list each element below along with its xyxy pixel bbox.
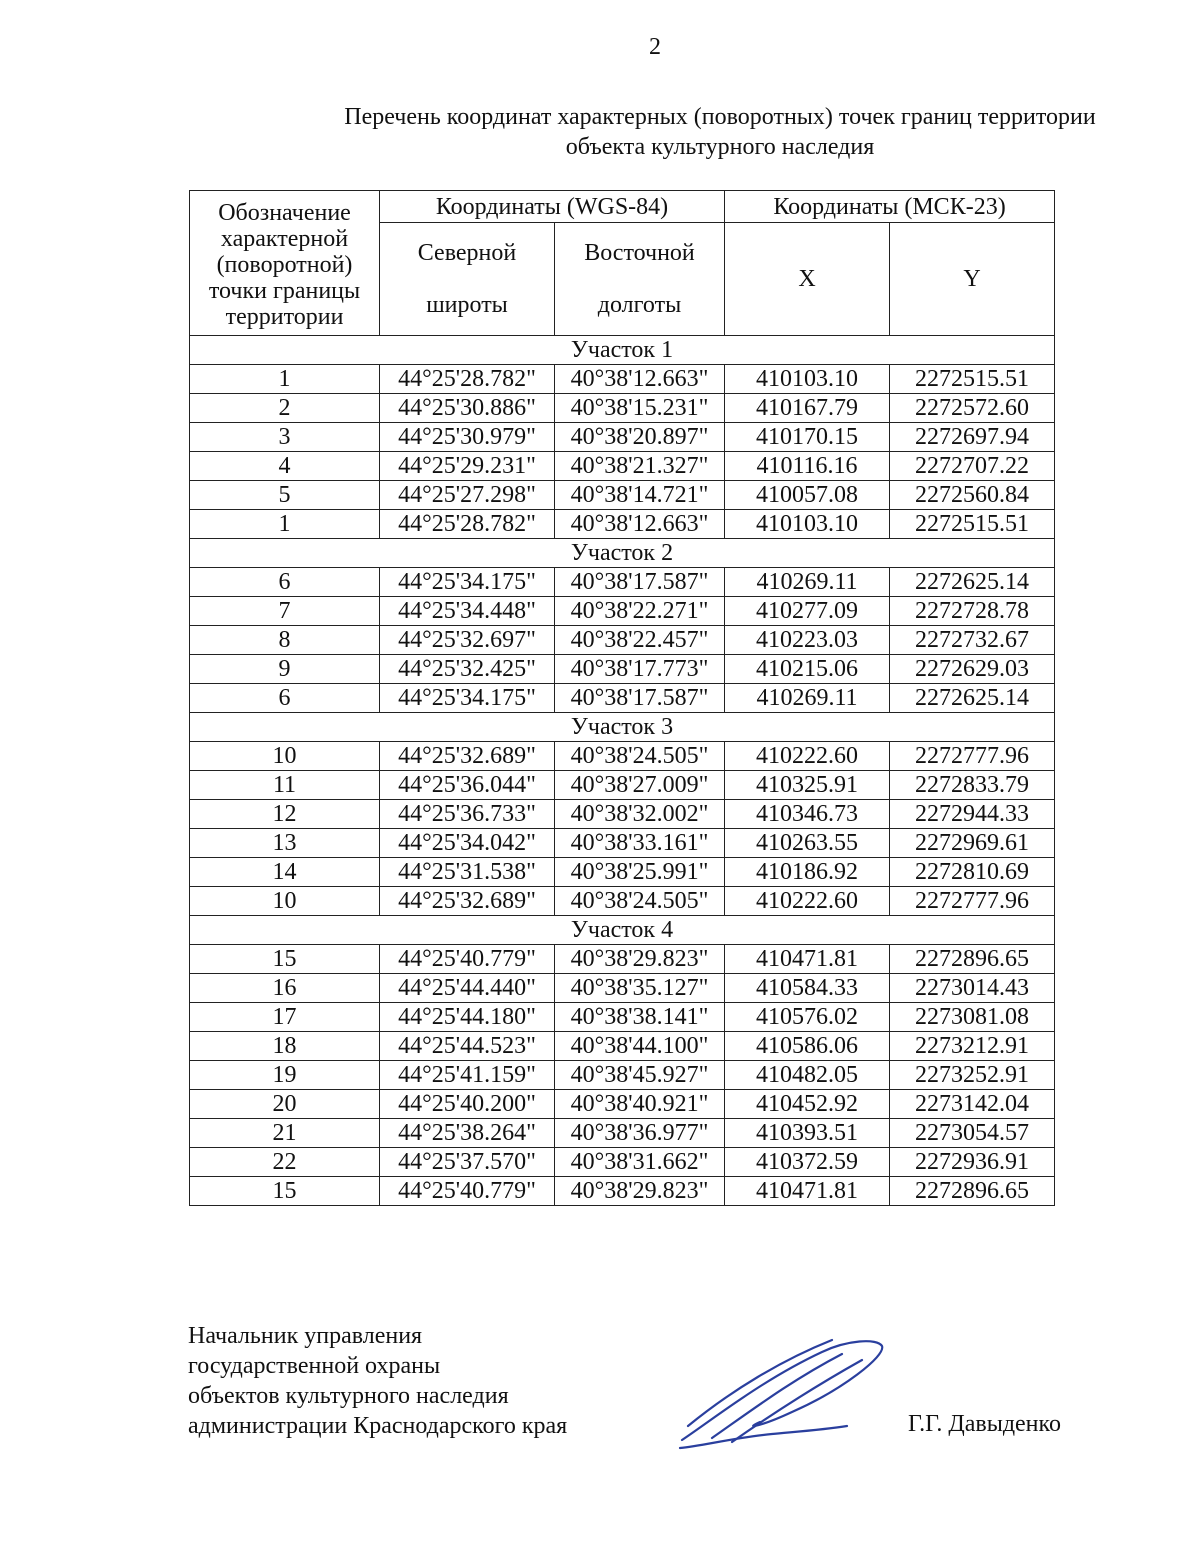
cell-x: 410170.15 [725, 423, 890, 452]
signer-name: Г.Г. Давыденко [908, 1411, 1061, 1437]
cell-longitude: 40°38'45.927" [555, 1061, 725, 1090]
cell-point-number: 11 [190, 771, 380, 800]
cell-point-number: 13 [190, 829, 380, 858]
header-north-line2: широты [426, 292, 508, 318]
cell-y: 2273081.08 [890, 1003, 1055, 1032]
cell-y: 2272625.14 [890, 568, 1055, 597]
cell-latitude: 44°25'36.733" [380, 800, 555, 829]
cell-y: 2273054.57 [890, 1119, 1055, 1148]
header-east-line2: долготы [597, 292, 682, 318]
table-row [190, 452, 1055, 481]
cell-latitude: 44°25'36.044" [380, 771, 555, 800]
cell-point-number: 16 [190, 974, 380, 1003]
cell-x: 410269.11 [725, 684, 890, 713]
cell-point-number: 1 [190, 510, 380, 539]
cell-longitude: 40°38'12.663" [555, 510, 725, 539]
table-row [190, 1090, 1055, 1119]
cell-point-number: 6 [190, 684, 380, 713]
cell-point-number: 10 [190, 742, 380, 771]
cell-y: 2272810.69 [890, 858, 1055, 887]
cell-point-number: 14 [190, 858, 380, 887]
cell-x: 410482.05 [725, 1061, 890, 1090]
cell-latitude: 44°25'34.175" [380, 568, 555, 597]
cell-longitude: 40°38'24.505" [555, 887, 725, 916]
cell-longitude: 40°38'15.231" [555, 394, 725, 423]
cell-longitude: 40°38'14.721" [555, 481, 725, 510]
cell-longitude: 40°38'29.823" [555, 945, 725, 974]
cell-longitude: 40°38'21.327" [555, 452, 725, 481]
page-number: 2 [649, 34, 661, 60]
header-wgs84: Координаты (WGS-84) [380, 191, 725, 223]
cell-longitude: 40°38'36.977" [555, 1119, 725, 1148]
cell-y: 2272707.22 [890, 452, 1055, 481]
cell-point-number: 5 [190, 481, 380, 510]
cell-latitude: 44°25'34.042" [380, 829, 555, 858]
table-row [190, 887, 1055, 916]
table-row [190, 597, 1055, 626]
section-row [190, 539, 1055, 568]
cell-x: 410452.92 [725, 1090, 890, 1119]
table-row [190, 568, 1055, 597]
cell-longitude: 40°38'25.991" [555, 858, 725, 887]
cell-longitude: 40°38'33.161" [555, 829, 725, 858]
cell-point-number: 18 [190, 1032, 380, 1061]
cell-point-number: 15 [190, 1177, 380, 1206]
cell-point-number: 17 [190, 1003, 380, 1032]
title-line-1: Перечень координат характерных (поворотных) точек границ территории [344, 104, 1096, 130]
cell-longitude: 40°38'24.505" [555, 742, 725, 771]
cell-x: 410325.91 [725, 771, 890, 800]
cell-y: 2272777.96 [890, 742, 1055, 771]
cell-latitude: 44°25'32.689" [380, 887, 555, 916]
cell-longitude: 40°38'35.127" [555, 974, 725, 1003]
cell-y: 2272629.03 [890, 655, 1055, 684]
cell-point-number: 2 [190, 394, 380, 423]
table-row [190, 1061, 1055, 1090]
cell-point-number: 4 [190, 452, 380, 481]
table-row [190, 510, 1055, 539]
cell-longitude: 40°38'22.271" [555, 597, 725, 626]
cell-latitude: 44°25'31.538" [380, 858, 555, 887]
header-x: X [725, 223, 890, 336]
cell-x: 410269.11 [725, 568, 890, 597]
table-row [190, 742, 1055, 771]
cell-longitude: 40°38'31.662" [555, 1148, 725, 1177]
cell-x: 410393.51 [725, 1119, 890, 1148]
table-row [190, 655, 1055, 684]
signer-position-line-2: государственной охраны [188, 1353, 441, 1379]
table-row [190, 1177, 1055, 1206]
signer-position-line-3: объектов культурного наследия [188, 1383, 509, 1409]
cell-x: 410057.08 [725, 481, 890, 510]
table-row [190, 394, 1055, 423]
cell-latitude: 44°25'34.175" [380, 684, 555, 713]
section-title: Участок 1 [190, 336, 1055, 365]
cell-y: 2272728.78 [890, 597, 1055, 626]
section-title: Участок 3 [190, 713, 1055, 742]
cell-latitude: 44°25'28.782" [380, 365, 555, 394]
cell-x: 410215.06 [725, 655, 890, 684]
cell-latitude: 44°25'32.425" [380, 655, 555, 684]
cell-x: 410471.81 [725, 945, 890, 974]
cell-x: 410471.81 [725, 1177, 890, 1206]
cell-y: 2272625.14 [890, 684, 1055, 713]
cell-x: 410186.92 [725, 858, 890, 887]
cell-latitude: 44°25'34.448" [380, 597, 555, 626]
cell-x: 410584.33 [725, 974, 890, 1003]
table-row [190, 800, 1055, 829]
document-title [190, 102, 1200, 162]
cell-latitude: 44°25'32.689" [380, 742, 555, 771]
table-row [190, 771, 1055, 800]
cell-x: 410223.03 [725, 626, 890, 655]
cell-longitude: 40°38'32.002" [555, 800, 725, 829]
cell-longitude: 40°38'17.587" [555, 568, 725, 597]
cell-x: 410103.10 [725, 510, 890, 539]
table-row [190, 1003, 1055, 1032]
cell-latitude: 44°25'27.298" [380, 481, 555, 510]
table-row [190, 481, 1055, 510]
cell-longitude: 40°38'17.773" [555, 655, 725, 684]
cell-point-number: 7 [190, 597, 380, 626]
handwritten-signature [672, 1330, 902, 1460]
signature-block [188, 1321, 567, 1441]
signer-position-line-1: Начальник управления [188, 1323, 423, 1349]
cell-longitude: 40°38'12.663" [555, 365, 725, 394]
cell-y: 2272697.94 [890, 423, 1055, 452]
cell-y: 2273014.43 [890, 974, 1055, 1003]
cell-longitude: 40°38'29.823" [555, 1177, 725, 1206]
cell-longitude: 40°38'40.921" [555, 1090, 725, 1119]
table-row [190, 1119, 1055, 1148]
cell-longitude: 40°38'22.457" [555, 626, 725, 655]
cell-point-number: 22 [190, 1148, 380, 1177]
cell-longitude: 40°38'38.141" [555, 1003, 725, 1032]
cell-y: 2272833.79 [890, 771, 1055, 800]
cell-latitude: 44°25'40.779" [380, 1177, 555, 1206]
cell-latitude: 44°25'29.231" [380, 452, 555, 481]
coordinates-table [189, 190, 1055, 1206]
cell-x: 410372.59 [725, 1148, 890, 1177]
cell-x: 410103.10 [725, 365, 890, 394]
cell-x: 410222.60 [725, 887, 890, 916]
cell-y: 2272896.65 [890, 945, 1055, 974]
cell-x: 410116.16 [725, 452, 890, 481]
cell-point-number: 8 [190, 626, 380, 655]
section-row [190, 713, 1055, 742]
cell-point-number: 12 [190, 800, 380, 829]
cell-x: 410277.09 [725, 597, 890, 626]
cell-y: 2272944.33 [890, 800, 1055, 829]
cell-x: 410346.73 [725, 800, 890, 829]
cell-point-number: 10 [190, 887, 380, 916]
cell-point-number: 21 [190, 1119, 380, 1148]
cell-longitude: 40°38'17.587" [555, 684, 725, 713]
table-row [190, 829, 1055, 858]
table-row [190, 974, 1055, 1003]
cell-y: 2272572.60 [890, 394, 1055, 423]
cell-y: 2272936.91 [890, 1148, 1055, 1177]
header-point-mark: Обозначение характерной (поворотной) точки границы территории [190, 191, 380, 336]
cell-point-number: 15 [190, 945, 380, 974]
header-msk23: Координаты (МСК-23) [725, 191, 1055, 223]
cell-latitude: 44°25'44.523" [380, 1032, 555, 1061]
cell-y: 2272515.51 [890, 365, 1055, 394]
cell-latitude: 44°25'41.159" [380, 1061, 555, 1090]
table-row [190, 365, 1055, 394]
cell-x: 410222.60 [725, 742, 890, 771]
table-row [190, 945, 1055, 974]
cell-y: 2272732.67 [890, 626, 1055, 655]
cell-latitude: 44°25'40.779" [380, 945, 555, 974]
cell-x: 410586.06 [725, 1032, 890, 1061]
section-title: Участок 4 [190, 916, 1055, 945]
table-row [190, 1148, 1055, 1177]
signer-position-line-4: администрации Краснодарского края [188, 1413, 568, 1439]
header-east-longitude [555, 223, 725, 336]
section-title: Участок 2 [190, 539, 1055, 568]
table-row [190, 423, 1055, 452]
cell-latitude: 44°25'28.782" [380, 510, 555, 539]
section-row [190, 336, 1055, 365]
cell-longitude: 40°38'20.897" [555, 423, 725, 452]
cell-latitude: 44°25'44.180" [380, 1003, 555, 1032]
section-row [190, 916, 1055, 945]
table-row [190, 858, 1055, 887]
cell-point-number: 19 [190, 1061, 380, 1090]
header-north-line1: Северной [417, 240, 517, 266]
cell-y: 2273142.04 [890, 1090, 1055, 1119]
cell-latitude: 44°25'38.264" [380, 1119, 555, 1148]
cell-point-number: 20 [190, 1090, 380, 1119]
cell-x: 410167.79 [725, 394, 890, 423]
cell-y: 2272777.96 [890, 887, 1055, 916]
cell-latitude: 44°25'30.979" [380, 423, 555, 452]
table-row [190, 1032, 1055, 1061]
cell-y: 2272896.65 [890, 1177, 1055, 1206]
table-body [190, 336, 1055, 1206]
cell-y: 2272515.51 [890, 510, 1055, 539]
header-north-latitude [380, 223, 555, 336]
cell-x: 410576.02 [725, 1003, 890, 1032]
cell-longitude: 40°38'27.009" [555, 771, 725, 800]
table-row [190, 626, 1055, 655]
cell-point-number: 3 [190, 423, 380, 452]
table-row [190, 684, 1055, 713]
cell-point-number: 9 [190, 655, 380, 684]
cell-latitude: 44°25'30.886" [380, 394, 555, 423]
cell-x: 410263.55 [725, 829, 890, 858]
cell-point-number: 6 [190, 568, 380, 597]
cell-y: 2272969.61 [890, 829, 1055, 858]
cell-y: 2272560.84 [890, 481, 1055, 510]
cell-point-number: 1 [190, 365, 380, 394]
cell-y: 2273212.91 [890, 1032, 1055, 1061]
cell-longitude: 40°38'44.100" [555, 1032, 725, 1061]
header-y: Y [890, 223, 1055, 336]
cell-latitude: 44°25'40.200" [380, 1090, 555, 1119]
header-east-line1: Восточной [584, 240, 695, 266]
title-line-2: объекта культурного наследия [565, 134, 875, 160]
cell-latitude: 44°25'37.570" [380, 1148, 555, 1177]
cell-latitude: 44°25'44.440" [380, 974, 555, 1003]
cell-latitude: 44°25'32.697" [380, 626, 555, 655]
cell-y: 2273252.91 [890, 1061, 1055, 1090]
